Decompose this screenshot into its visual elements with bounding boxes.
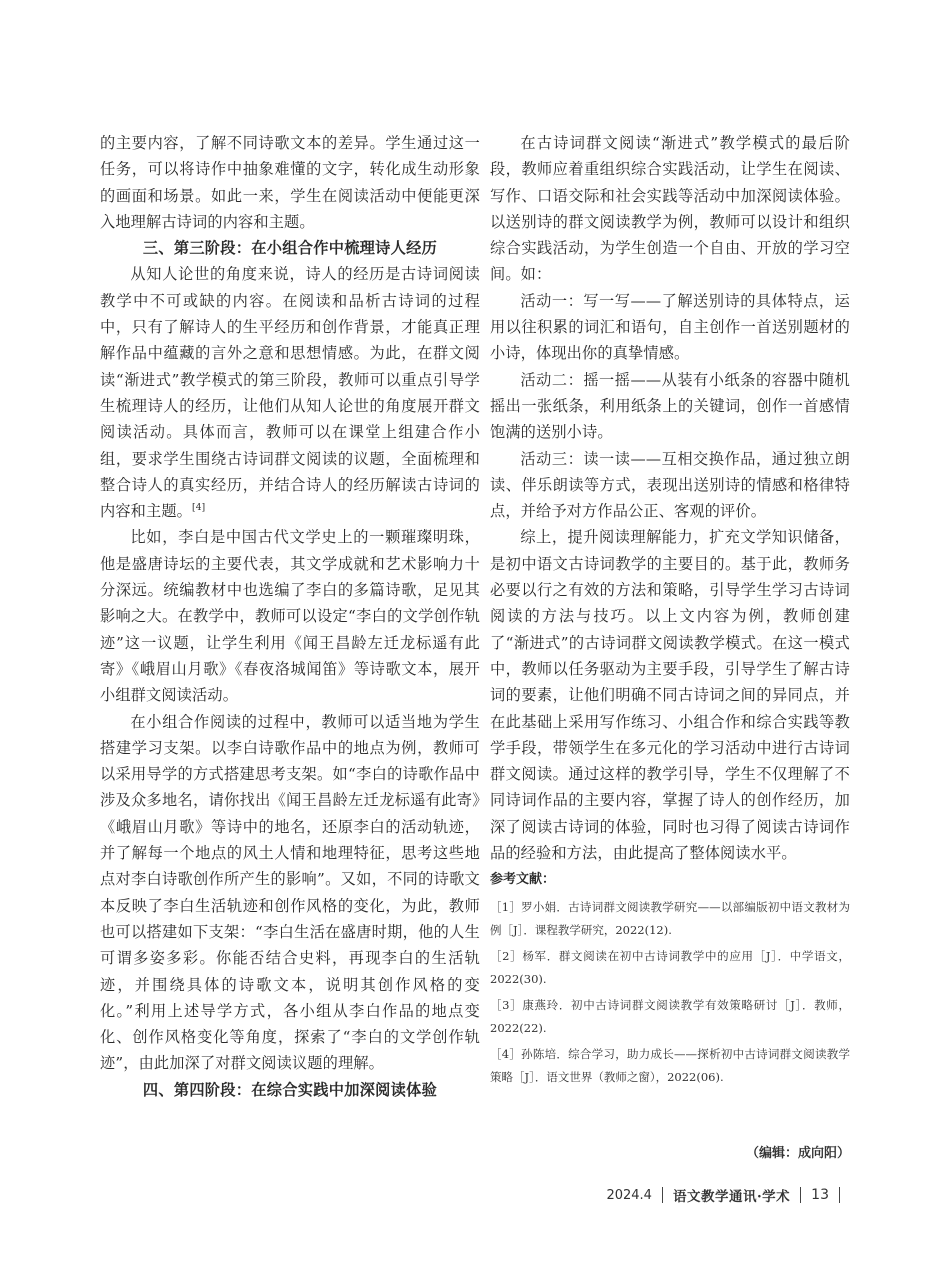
citation-marker: [4] [192, 503, 206, 514]
activity-two: 活动二：摇一摇——从装有小纸条的容器中随机摇出一张纸条，利用纸条上的关键词，创作一首感情饱满的送别小诗。 [490, 370, 850, 442]
footer-divider [839, 1187, 840, 1203]
conclusion-paragraph: 综上，提升阅读理解能力，扩充文学知识储备，是初中语文古诗词教学的主要目的。基于此，教师务必要以行之有效的方法和策略，引导学生学习古诗词阅读的方法与技巧。以上文内容为例，教师创建了“渐进式”的古诗词群文阅读教学模式。在这一模式中，教师以任务驱动为主要手段，引导学生了解古诗词的要素，让他们明确不同古诗词之间的异同点，并在此基础上采用写作练习、小组合作和综合实践等教学手段，带领学生在多元化的学习活动中进行古诗词群文阅读。通过这样的教学引导，学生不仅理解了不同诗词作品的主要内容，掌握了诗人的创作经历，加深了阅读古诗词的体验，同时也习得了阅读古诗词作品的经验和方法，由此提高了整体阅读水平。 [490, 528, 850, 863]
body-paragraph: 在小组合作阅读的过程中，教师可以适当地为学生搭建学习支架。以李白诗歌作品中的地点为例，教师可以采用导学的方式搭建思考支架。如“李白的诗歌作品中涉及众多地名，请你找出《闻王昌龄左迁龙标遥有此寄》《峨眉山月歌》等诗中的地名，还原李白的活动轨迹，并了解每一个地点的风土人情和地理特征，思考这些地点对李白诗歌创作所产生的影响”。又如，不同的诗歌文本反映了李白生活轨迹和创作风格的变化，为此，教师也可以搭建如下支架：“李白生活在盛唐时期，他的人生可谓多姿多彩。你能否结合史料，再现李白的生活轨迹，并围绕具体的诗歌文本，说明其创作风格的变化。”利用上述导学方式，各小组从李白作品的地点变化、创作风格变化等角度，探索了“李白的文学创作轨迹”，由此加深了对群文阅读议题的理解。 [100, 712, 480, 1073]
body-paragraph: 的主要内容，了解不同诗歌文本的差异。学生通过这一任务，可以将诗作中抽象难懂的文字，转化成生动形象的画面和场景。如此一来，学生在阅读活动中便能更深入地理解古诗词的内容和主题。 [100, 134, 480, 231]
references-title: 参考文献： [490, 872, 556, 888]
footer-divider [662, 1187, 663, 1203]
page-footer [600, 1184, 850, 1206]
reference-item: ［2］杨军．群文阅读在初中古诗词教学中的应用［J］．中学语文，2022(30). [490, 949, 850, 987]
left-column [100, 130, 480, 1103]
body-paragraph: 比如，李白是中国古代文学史上的一颗璀璨明珠，他是盛唐诗坛的主要代表，其文学成就和艺术影响力十分深远。统编教材中也选编了李白的多篇诗歌，足见其影响之大。在教学中，教师可以设定“李白的文学创作轨迹”这一议题，让学生利用《闻王昌龄左迁龙标遥有此寄》《峨眉山月歌》《春夜洛城闻笛》等诗歌文本，展开小组群文阅读活动。 [100, 528, 480, 705]
section-heading-3: 三、第三阶段：在小组合作中梳理诗人经历 [142, 239, 438, 258]
reference-item: ［1］罗小娟．古诗词群文阅读教学研究——以部编版初中语文教材为例［J］．课程教学研究，2022(12). [490, 900, 850, 938]
paragraph-text: 从知人论世的角度来说，诗人的经历是古诗词阅读教学中不可或缺的内容。在阅读和品析古诗词的过程中，只有了解诗人的生平经历和创作背景，才能真正理解作品中蕴藏的言外之意和思想情感。为此，在群文阅读“渐进式”教学模式的第三阶段，教师可以重点引导学生梳理诗人的经历，让他们从知人论世的角度展开群文阅读活动。具体而言，教师可以在课堂上组建合作小组，要求学生围绕古诗词群文阅读的议题，全面梳理和整合诗人的真实经历，并结合诗人的经历解读古诗词的内容和主题。 [100, 265, 480, 521]
journal-name: 语文教学通讯·学术 [672, 1189, 791, 1205]
right-column [490, 130, 850, 1092]
reference-item: ［4］孙陈培．综合学习，助力成长——探析初中古诗词群文阅读教学策略［J］．语文世界（教师之窗），2022(06). [490, 1047, 850, 1085]
footer-divider [800, 1187, 801, 1203]
issue-date: 2024.4 [606, 1187, 652, 1203]
section-heading-4: 四、第四阶段：在综合实践中加深阅读体验 [142, 1080, 438, 1099]
body-paragraph [100, 261, 480, 524]
activity-three: 活动三：读一读——互相交换作品，通过独立朗读、伴乐朗读等方式，表现出送别诗的情感和格律特点，并给予对方作品公正、客观的评价。 [490, 449, 850, 521]
activity-one: 活动一：写一写——了解送别诗的具体特点，运用以往积累的词汇和语句，自主创作一首送别题材的小诗，体现出你的真挚情感。 [490, 291, 850, 363]
editor-credit: （编辑：成向阳） [745, 1146, 850, 1161]
reference-item: ［3］康燕玲．初中古诗词群文阅读教学有效策略研讨［J］．教师，2022(22). [490, 998, 850, 1036]
page-number: 13 [811, 1187, 829, 1203]
body-paragraph: 在古诗词群文阅读“渐进式”教学模式的最后阶段，教师应着重组织综合实践活动，让学生在阅读、写作、口语交际和社会实践等活动中加深阅读体验。以送别诗的群文阅读教学为例，教师可以设计和组织综合实践活动，为学生创造一个自由、开放的学习空间。如： [490, 134, 850, 284]
